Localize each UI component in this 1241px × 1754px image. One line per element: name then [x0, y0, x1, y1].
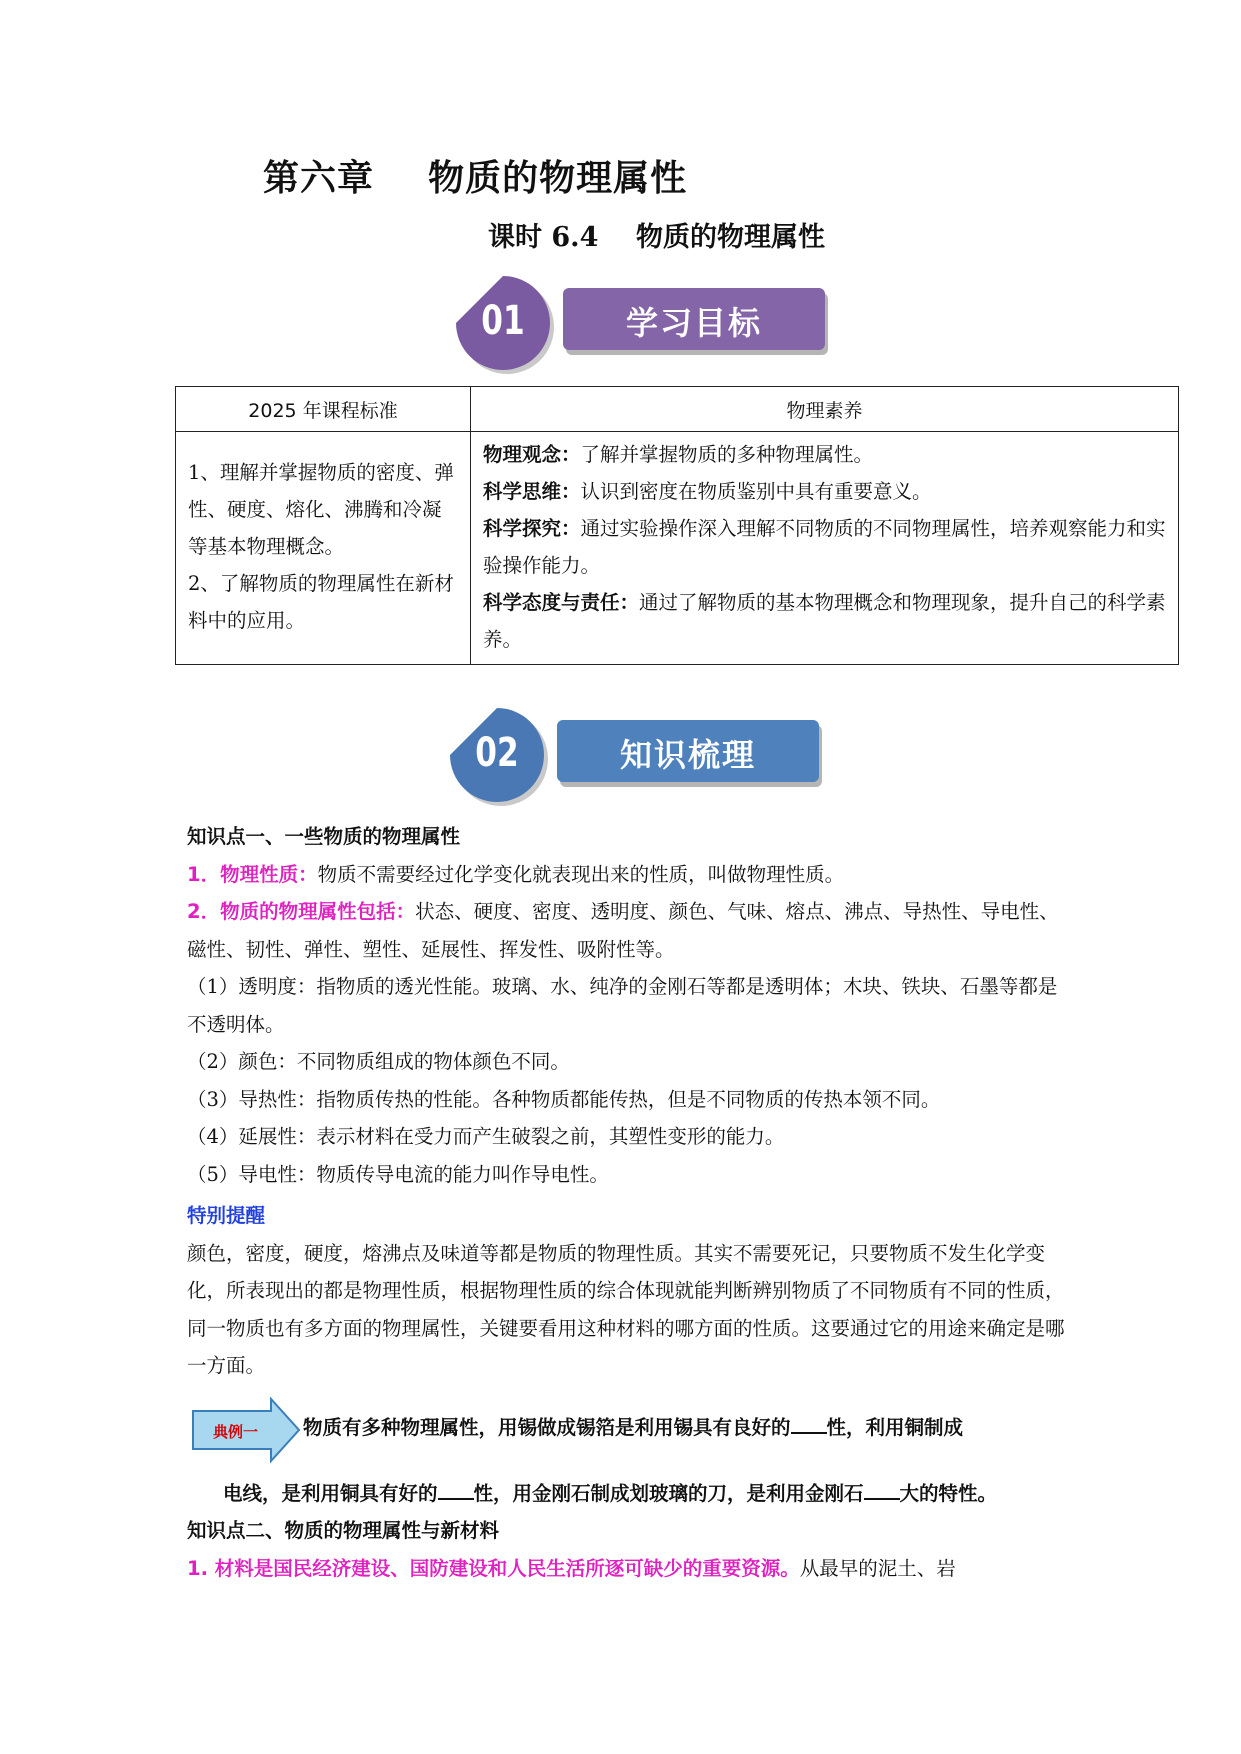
standards-cell [176, 432, 471, 665]
literacy-label: 科学探究： [483, 517, 581, 540]
literacy-item [483, 584, 1166, 658]
section-number: 02 [475, 730, 519, 776]
example-row [187, 1393, 1067, 1467]
knowledge-point-title: 知识点一、一些物质的物理属性 [187, 825, 461, 848]
literacy-label: 科学态度与责任： [483, 591, 640, 614]
lesson-title: 课时 6.4 物质的物理属性 [488, 222, 825, 253]
section-banner-knowledge-review [442, 700, 842, 810]
section-label: 知识梳理 [619, 736, 756, 774]
example-text-part: 性，利用铜制成 [826, 1415, 964, 1439]
item-text: 状态、硬度、密度、透明度、颜色、气味、熔点、沸点、导热性、导电性、磁性、韧性、弹性、塑性、延展性、挥发性、吸附性等。 [187, 900, 1059, 961]
section-label-bar [563, 288, 825, 350]
sub-item: （4）延展性：表示材料在受力而产生破裂之前，其塑性变形的能力。 [187, 1125, 785, 1148]
answer-blank[interactable] [438, 1497, 474, 1500]
sub-item: （1）透明度：指物质的透光性能。玻璃、水、纯净的金刚石等都是透明体；木块、铁块、石墨等都是不透明体。 [187, 975, 1058, 1036]
sub-item: （3）导热性：指物质传热的性能。各种物质都能传热，但是不同物质的传热本领不同。 [187, 1087, 941, 1111]
literacy-item [483, 510, 1166, 584]
literacy-label: 科学思维： [483, 480, 581, 503]
example-label: 典例一 [213, 1422, 259, 1441]
item-label: 2．物质的物理属性包括： [187, 900, 416, 923]
chapter-title: 第六章 物质的物理属性 [263, 157, 688, 199]
knowledge-content [187, 818, 1067, 1587]
item-text: 物质不需要经过化学变化就表现出来的性质，叫做物理性质。 [317, 862, 845, 886]
knowledge-item [187, 856, 1067, 894]
reminder-title: 特别提醒 [187, 1204, 266, 1227]
section-label: 学习目标 [625, 304, 762, 342]
example-text-part: 大的特性。 [899, 1481, 998, 1505]
section-banner-learning-goals [448, 268, 848, 378]
knowledge-item [187, 893, 1067, 968]
literacy-text: 通过实验操作深入理解不同物质的不同物理属性，培养观察能力和实验操作能力。 [483, 517, 1166, 577]
item-text: 从最早的泥土、岩 [799, 1556, 956, 1580]
example-text-part: 性，用金刚石制成划玻璃的刀，是利用金刚石 [473, 1481, 864, 1505]
standard-item: 2、了解物质的物理属性在新材料中的应用。 [188, 572, 454, 632]
sub-item: （2）颜色：不同物质组成的物体颜色不同。 [187, 1050, 570, 1073]
example-text-part: 电线，是利用铜具有好的 [223, 1481, 438, 1505]
knowledge-item [187, 1550, 1067, 1588]
literacy-text: 认识到密度在物质鉴别中具有重要意义。 [580, 480, 932, 503]
table-header-standard: 2025 年课程标准 [176, 387, 471, 432]
example-question-line1 [303, 1409, 963, 1447]
literacy-text: 通过了解物质的基本物理概念和物理现象，提升自己的科学素养。 [483, 591, 1166, 651]
example-question-line2 [187, 1475, 1067, 1513]
section-number: 01 [481, 298, 525, 344]
literacy-label: 物理观念： [483, 443, 581, 466]
section-label-bar [557, 720, 819, 782]
literacy-item [483, 436, 1166, 473]
literacy-item [483, 473, 1166, 510]
answer-blank[interactable] [864, 1497, 900, 1500]
reminder-text: 颜色，密度，硬度，熔沸点及味道等都是物质的物理性质。其实不需要死记，只要物质不发生化学变化，所表现出的都是物理性质，根据物理性质的综合体现就能判断辨别物质了不同物质有不同的性质，同一物质也有多方面的物理属性，关键要看用这种材料的哪方面的性质。这要通过它的用途来确定是哪一方面。 [187, 1241, 1065, 1377]
item-label: 1．物理性质： [187, 862, 318, 886]
literacy-text: 了解并掌握物质的多种物理属性。 [580, 443, 874, 466]
standards-table [175, 386, 1179, 665]
answer-blank[interactable] [791, 1431, 827, 1434]
table-header-literacy: 物理素养 [471, 387, 1179, 432]
item-label: 1. 材料是国民经济建设、国防建设和人民生活所逐可缺少的重要资源。 [187, 1556, 800, 1580]
sub-item: （5）导电性：物质传导电流的能力叫作导电性。 [187, 1162, 609, 1186]
literacy-cell [471, 432, 1179, 665]
table-header-row [176, 387, 1179, 432]
standard-item: 1、理解并掌握物质的密度、弹性、硬度、熔化、沸腾和冷凝等基本物理概念。 [188, 461, 454, 558]
table-row [176, 432, 1179, 665]
knowledge-point-title: 知识点二、物质的物理属性与新材料 [187, 1519, 500, 1542]
example-text-part: 物质有多种物理属性，用锡做成锡箔是利用锡具有良好的 [303, 1415, 791, 1439]
